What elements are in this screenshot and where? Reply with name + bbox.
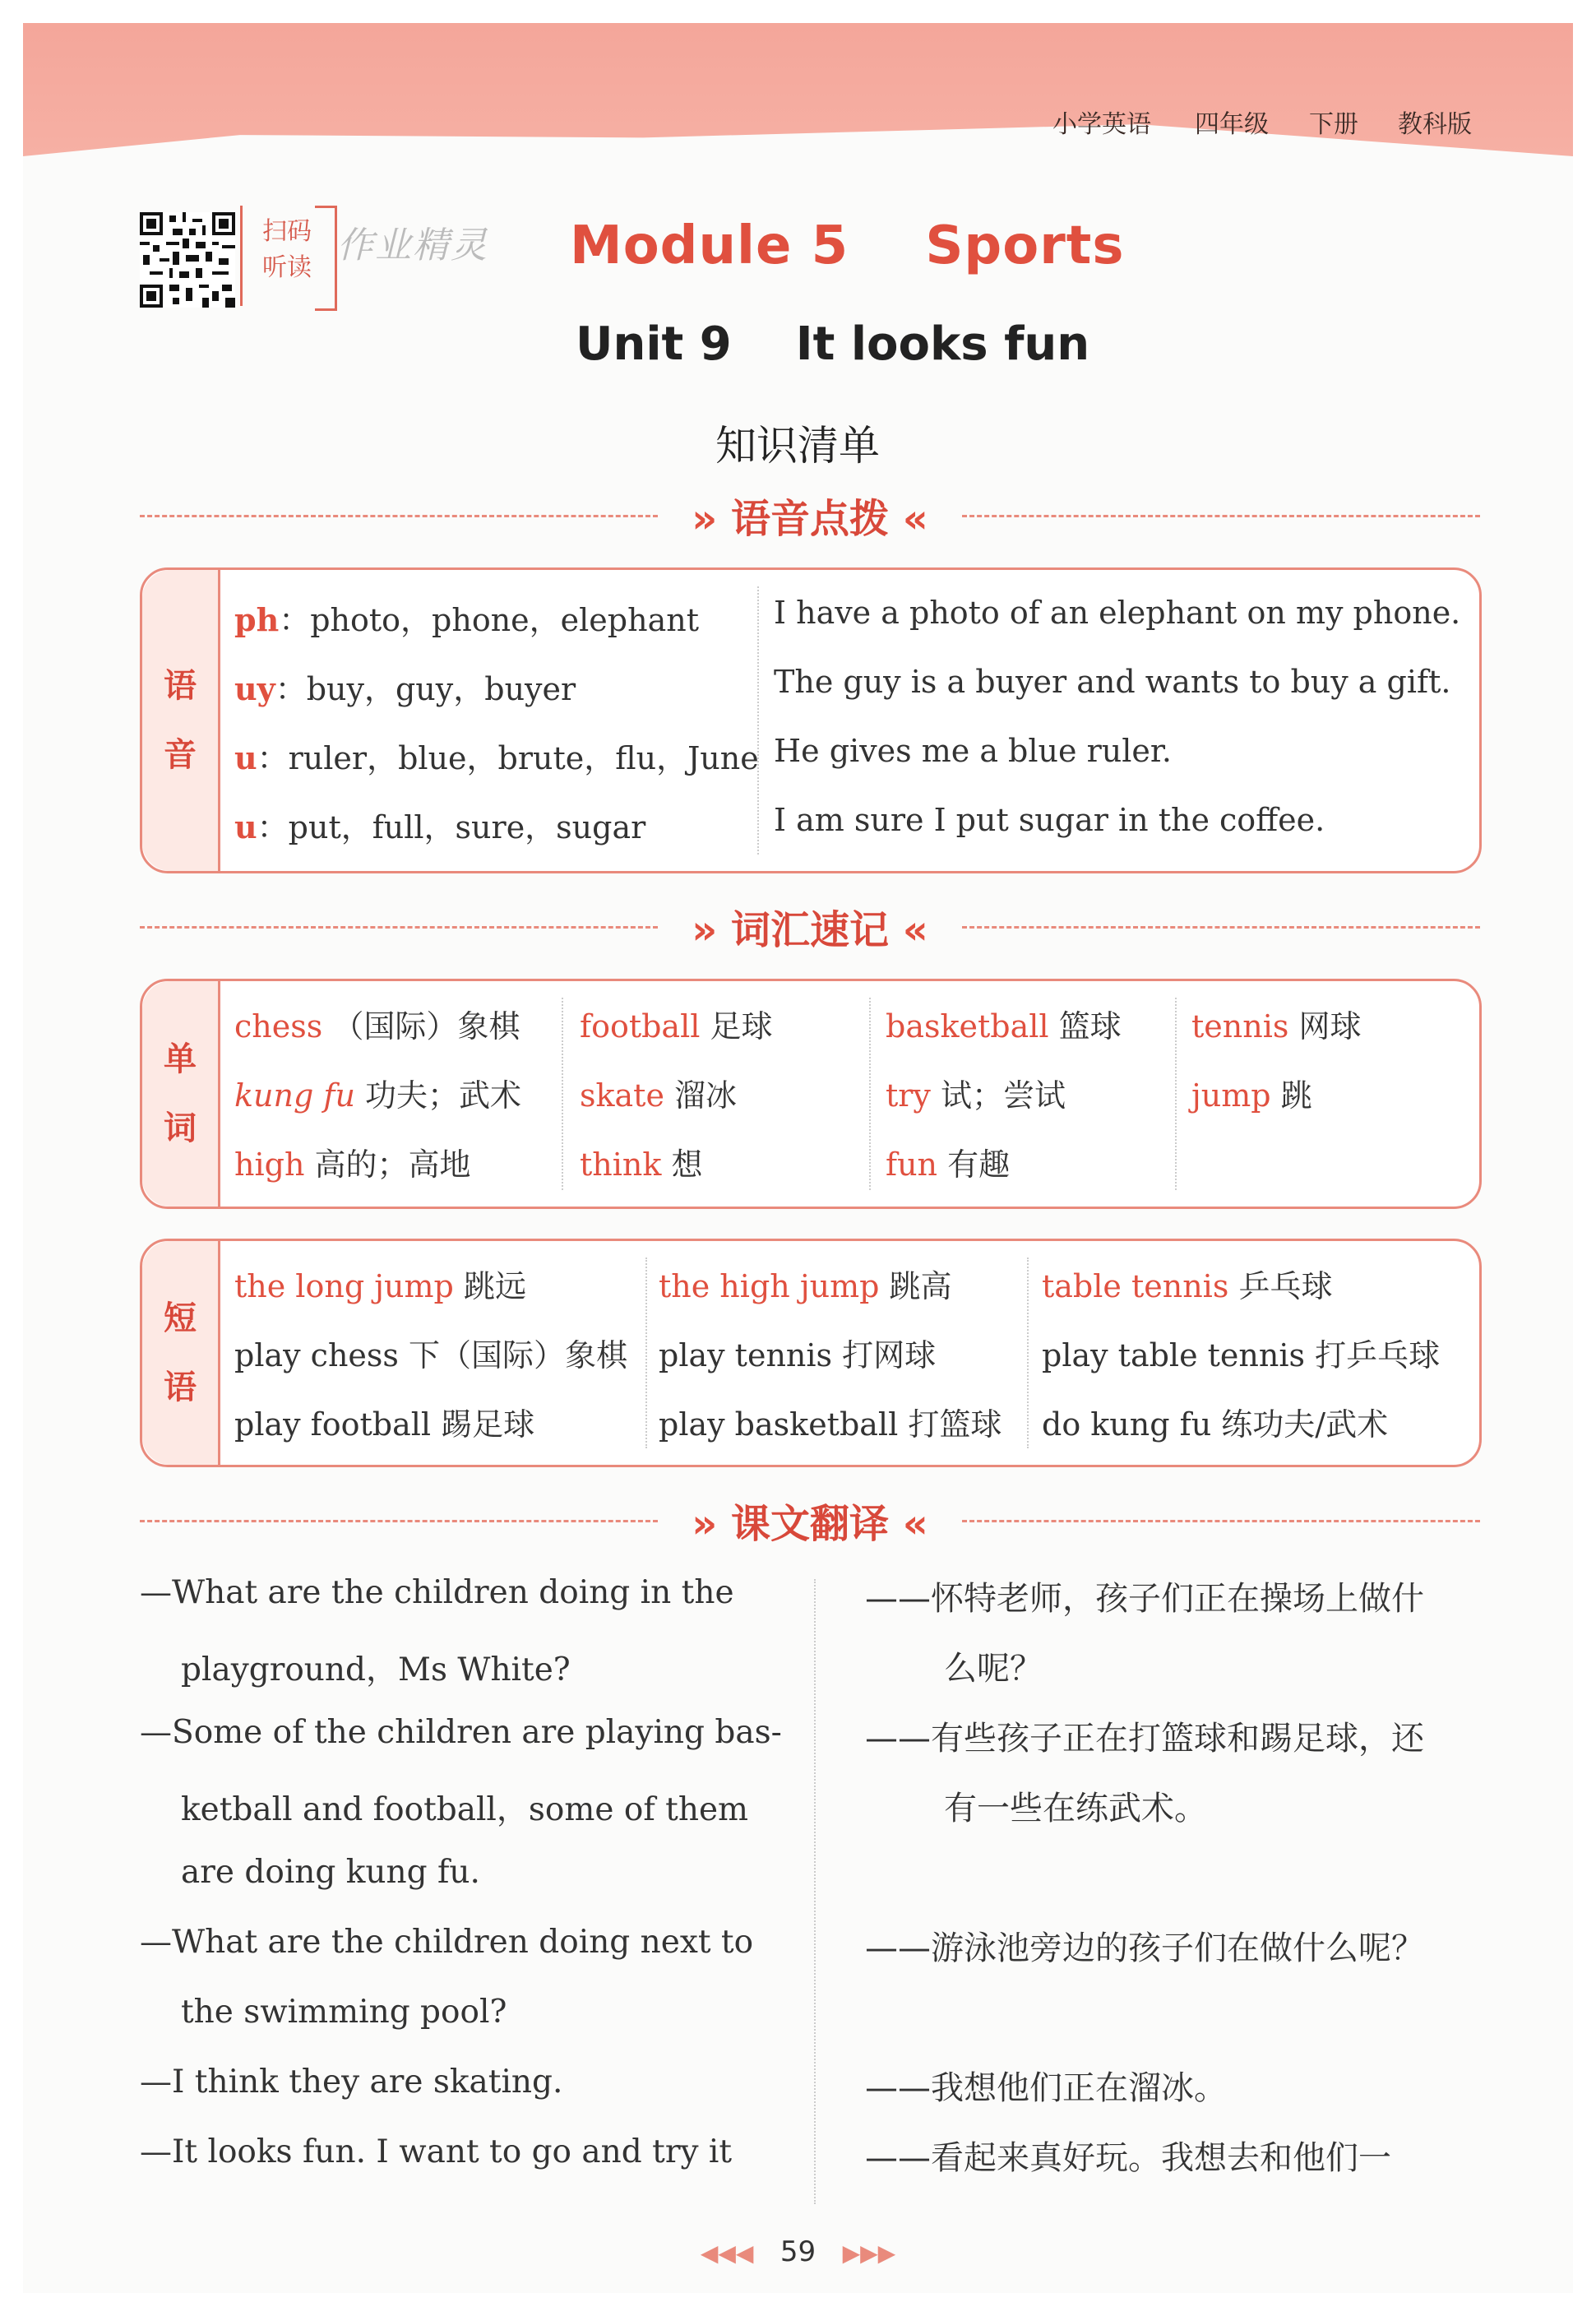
next-arrows-icon: ▶▶▶ [842, 2240, 896, 2267]
phonics-sentence-3: He gives me a blue ruler. [774, 733, 1172, 769]
word-en: kung fu [234, 1077, 355, 1114]
word-item [580, 1001, 773, 1046]
dialogue-cn-line: ——有些孩子正在打篮球和踢足球，还 [865, 1720, 1424, 1758]
word-item [1191, 1070, 1312, 1115]
side-char: 音 [164, 736, 197, 774]
header-grade: 四年级 [1195, 110, 1269, 139]
header-edition: 教科版 [1398, 110, 1472, 139]
word-en: skate [580, 1077, 664, 1114]
word-item [1191, 1001, 1361, 1046]
dialogue-cn-line: ——怀特老师，孩子们正在操场上做什 [865, 1580, 1424, 1618]
dialogue-en-line: —It looks fun. I want to go and try it [140, 2133, 733, 2170]
phrase-item [659, 1330, 936, 1375]
word-item [886, 1001, 1122, 1046]
phonics-key: u [234, 808, 257, 845]
phrase-en: the high jump [659, 1268, 880, 1304]
phonics-key: uy [234, 670, 275, 707]
word-cn: 溜冰 [674, 1077, 738, 1114]
section-title-vocab: » 词汇速记 « [675, 898, 944, 955]
side-char: 语 [164, 1369, 197, 1406]
phrase-en: do kung fu [1042, 1406, 1212, 1443]
phonics-box [140, 567, 1482, 873]
qr-code-icon[interactable] [140, 212, 235, 308]
word-item [234, 1001, 520, 1046]
phonics-row-2 [234, 664, 576, 709]
side-char: 单 [164, 1040, 197, 1078]
header-volume: 下册 [1309, 110, 1358, 139]
dialogue-en-line: —What are the children doing in the [140, 1574, 734, 1611]
phrase-cn: 打篮球 [908, 1406, 1002, 1443]
phonics-row-4 [234, 802, 645, 847]
word-en: football [580, 1008, 701, 1045]
phonics-words: ：put，full，sure，sugar [257, 809, 646, 845]
side-char: 词 [164, 1109, 197, 1147]
section-title-phonics: » 语音点拨 « [675, 487, 944, 544]
phonics-sentence-2: The guy is a buyer and wants to buy a gift. [774, 664, 1451, 700]
phrase-cn: 跳远 [463, 1268, 526, 1304]
phrase-en: play football [234, 1406, 432, 1443]
word-en: jump [1191, 1077, 1271, 1114]
section-header-phonics [140, 487, 1480, 544]
word-item [886, 1070, 1066, 1115]
phrase-cn: 踢足球 [441, 1406, 535, 1443]
word-en: tennis [1191, 1008, 1289, 1045]
word-cn: 足球 [710, 1008, 773, 1045]
phrase-en: play tennis [659, 1337, 833, 1373]
word-item [580, 1070, 737, 1115]
phrase-item [659, 1399, 1002, 1444]
dialogue-cn-line: ——游泳池旁边的孩子们在做什么呢？ [865, 1929, 1424, 1967]
scan-label-1: 扫码 [262, 217, 312, 246]
word-cn: （国际）象棋 [332, 1008, 520, 1045]
phrase-cn: 打网球 [842, 1337, 937, 1373]
phrase-en: play chess [234, 1337, 399, 1373]
phrase-cn: 练功夫/武术 [1221, 1406, 1389, 1443]
word-en: fun [886, 1146, 938, 1183]
phonics-words: ：photo，phone，elephant [279, 602, 699, 638]
phonics-row-3 [234, 733, 759, 778]
phrase-cn: 乒乓球 [1238, 1268, 1333, 1304]
word-en: think [580, 1146, 662, 1183]
word-en: chess [234, 1008, 323, 1045]
phrase-item [234, 1261, 526, 1306]
knowledge-list-title: 知识清单 [715, 422, 880, 470]
phrase-cn: 打乒乓球 [1315, 1337, 1441, 1373]
phrase-item [234, 1399, 534, 1444]
word-cn: 功夫；武术 [365, 1077, 522, 1114]
section-header-translation [140, 1492, 1480, 1549]
column-divider [814, 1579, 816, 2204]
word-cn: 跳 [1280, 1077, 1312, 1114]
phonics-sentence-4: I am sure I put sugar in the coffee. [774, 802, 1325, 838]
word-item [580, 1139, 703, 1184]
word-en: high [234, 1146, 305, 1183]
side-char: 短 [164, 1299, 197, 1337]
phonics-key: u [234, 739, 257, 776]
page-number: 59 [779, 2235, 817, 2268]
word-item [234, 1139, 471, 1184]
phrase-item [1042, 1261, 1332, 1306]
page-footer [0, 2235, 1596, 2268]
scan-listen-label [240, 206, 337, 306]
phonics-words: ：buy，guy，buyer [275, 671, 576, 707]
word-cn: 网球 [1298, 1008, 1362, 1045]
phrases-side-label [142, 1241, 220, 1465]
phonics-sentence-1: I have a photo of an elephant on my phone. [774, 595, 1461, 631]
phrases-box [140, 1239, 1482, 1467]
dialogue-cn-line: ——我想他们正在溜冰。 [865, 2069, 1227, 2107]
side-char: 语 [164, 667, 197, 705]
phrase-item [659, 1261, 952, 1306]
dialogue-en-line: —What are the children doing next to [140, 1924, 754, 1961]
dialogue-cn-line: ——看起来真好玩。我想去和他们一 [865, 2139, 1391, 2177]
word-cn: 篮球 [1058, 1008, 1122, 1045]
dialogue-en-line: —I think they are skating. [140, 2064, 563, 2101]
scan-label-2: 听读 [262, 253, 312, 282]
phonics-side-label [142, 570, 220, 871]
phrase-en: table tennis [1042, 1268, 1229, 1304]
word-en: basketball [886, 1008, 1049, 1045]
phrase-cn: 下（国际）象棋 [409, 1337, 628, 1373]
word-cn: 试；尝试 [941, 1077, 1066, 1114]
header-subject: 小学英语 [1052, 110, 1151, 139]
phrase-cn: 跳高 [889, 1268, 952, 1304]
dialogue-cn-line: 有一些在练武术。 [944, 1790, 1207, 1827]
dialogue-en-line: playground，Ms White? [181, 1651, 571, 1688]
words-box [140, 979, 1482, 1209]
word-cn: 想 [671, 1146, 703, 1183]
section-title-translation: » 课文翻译 « [675, 1492, 944, 1549]
dialogue-cn-line: 么呢？ [944, 1650, 1043, 1688]
phrase-item [1042, 1330, 1440, 1375]
word-cn: 高的；高地 [314, 1146, 471, 1183]
words-side-label [142, 981, 220, 1207]
unit-title: Unit 9 It looks fun [576, 317, 1090, 371]
module-title: Module 5 Sports [570, 215, 1125, 276]
brand-watermark: 作业精灵 [337, 225, 488, 266]
word-item [886, 1139, 1010, 1184]
dialogue-en-line: are doing kung fu. [181, 1854, 480, 1891]
word-en: try [886, 1077, 931, 1114]
phrase-en: the long jump [234, 1268, 454, 1304]
dialogue-en-line: —Some of the children are playing bas- [140, 1714, 782, 1751]
prev-arrows-icon: ◀◀◀ [700, 2240, 754, 2267]
phrase-en: play basketball [659, 1406, 899, 1443]
phrase-item [234, 1330, 627, 1375]
dialogue-en-line: ketball and football，some of them [181, 1791, 749, 1828]
section-header-vocab [140, 898, 1480, 956]
phonics-key: ph [234, 601, 280, 638]
word-cn: 有趣 [947, 1146, 1011, 1183]
phrase-en: play table tennis [1042, 1337, 1306, 1373]
phonics-row-1 [234, 595, 699, 640]
word-item [234, 1070, 521, 1115]
dialogue-en-line: the swimming pool? [181, 1994, 507, 2031]
phrase-item [1042, 1399, 1388, 1444]
phonics-words: ：ruler，blue，brute，flu，June [257, 740, 759, 776]
